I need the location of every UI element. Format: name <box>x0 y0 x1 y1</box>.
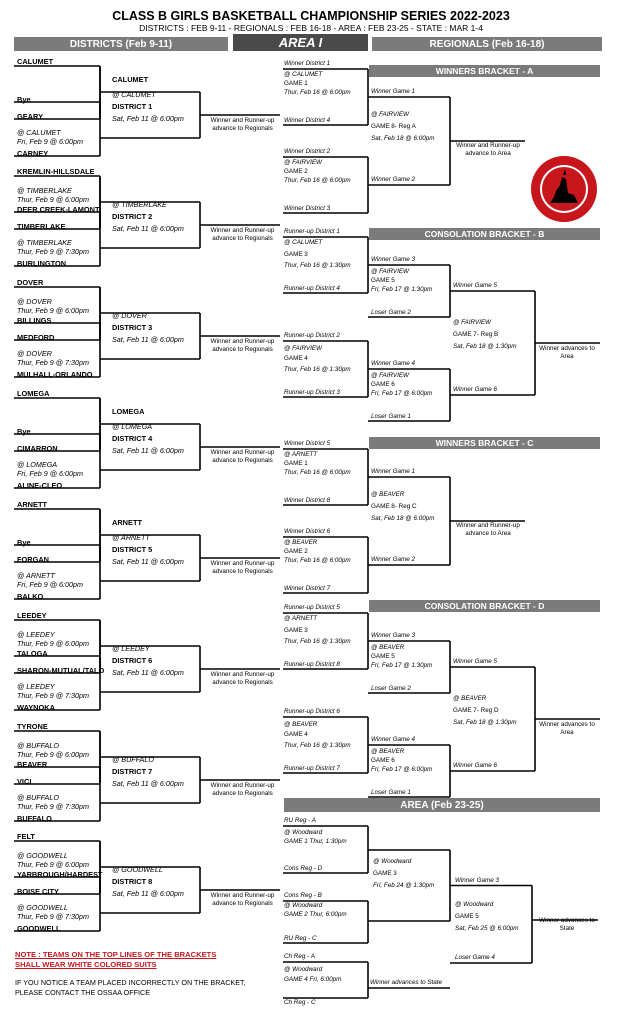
district-team: SHARON-MUTUAL/TALO <box>17 666 105 675</box>
district-site: @ LEEDEY <box>17 630 55 639</box>
district-site: @ TIMBERLAKE <box>17 238 72 247</box>
district-final-date: Sat, Feb 11 @ 6:00pm <box>112 668 184 677</box>
reg-site: @ ARNETT <box>284 451 318 458</box>
area-game: GAME 5 <box>455 912 479 920</box>
reg-slot: Winner Game 2 <box>371 556 416 563</box>
district-final-site: @ TIMBERLAKE <box>112 200 167 209</box>
reg-date: Sat, Feb 18 @ 1:30pm <box>453 719 517 726</box>
reg-slot: Runner-up District 3 <box>284 389 340 396</box>
note-line-1: NOTE : TEAMS ON THE TOP LINES OF THE BRACKETS <box>15 950 217 959</box>
area-slot: Loser Game 4 <box>455 954 495 961</box>
district-final-site: @ ARNETT <box>112 533 150 542</box>
district-advance: Winner and Runner-up advance to Regionals <box>210 227 275 242</box>
area-slot: Cons Reg - D <box>284 865 323 872</box>
district-site: @ LEEDEY <box>17 682 55 691</box>
reg-slot: Winner District 8 <box>284 497 331 504</box>
reg-site: @ CALUMET <box>284 71 323 78</box>
district-advance: Winner and Runner-up advance to Regionals <box>210 338 275 353</box>
reg-site: @ CALUMET <box>284 239 323 246</box>
district-name: DISTRICT 3 <box>112 323 153 332</box>
reg-game: GAME 5 <box>371 277 395 284</box>
district-final-team: CALUMET <box>112 75 149 84</box>
district-site: @ BUFFALO <box>17 793 59 802</box>
consolation-bracket-d-label: CONSOLATION BRACKET - D <box>424 601 545 611</box>
reg-site: @ FAIRVIEW <box>284 345 322 352</box>
district-team: BUFFALO <box>17 814 52 823</box>
reg-date: Thur, Feb 16 @ 1:30pm <box>284 366 351 373</box>
district-site: @ GOODWELL <box>17 903 68 912</box>
district-date: Thur, Feb 9 @ 6:00pm <box>17 195 90 204</box>
reg-date: Sat, Feb 18 @ 1:30pm <box>453 343 517 350</box>
district-date: Fri, Feb 9 @ 6:00pm <box>17 580 84 589</box>
district-date: Fri, Feb 9 @ 6:00pm <box>17 137 84 146</box>
area-slot: Cons Reg - B <box>284 892 322 899</box>
district-date: Thur, Feb 9 @ 7:30pm <box>17 912 90 921</box>
district-bye: Bye <box>17 538 31 547</box>
area-slot: RU Reg - C <box>284 935 317 942</box>
district-team: MULHALL-ORLANDO <box>17 370 93 379</box>
reg-slot: Loser Game 1 <box>371 789 411 796</box>
district-bye: Bye <box>17 95 31 104</box>
district-team: CARNEY <box>17 149 49 158</box>
reg-slot: Winner Game 5 <box>453 282 498 289</box>
district-final-site: @ LOMEGA <box>112 422 153 431</box>
district-team-top: KREMLIN-HILLSDALE <box>17 167 95 176</box>
district-final-site: @ LEEDEY <box>112 644 150 653</box>
regionals-bar-label: REGIONALS (Feb 16-18) <box>429 39 545 50</box>
reg-advance: Winner advances to Area <box>539 721 595 736</box>
reg-slot: Runner-up District 2 <box>284 332 340 339</box>
reg-slot: Runner-up District 7 <box>284 765 340 772</box>
district-final-date: Sat, Feb 11 @ 6:00pm <box>112 335 184 344</box>
reg-date: Thur, Feb 16 @ 6:00pm <box>284 557 351 564</box>
district-team: GOODWELL <box>17 924 61 933</box>
reg-slot: Loser Game 2 <box>371 309 411 316</box>
page-title: CLASS B GIRLS BASKETBALL CHAMPIONSHIP SERIES 2022-2023 <box>112 9 510 23</box>
area-date: Sat, Feb 25 @ 6:00pm <box>455 924 519 932</box>
reg-slot: Runner-up District 8 <box>284 661 340 668</box>
reg-site: @ FAIRVIEW <box>284 159 322 166</box>
district-team-top: LEEDEY <box>17 611 47 620</box>
reg-date: Fri, Feb 17 @ 6:00pm <box>371 390 433 397</box>
district-team: GEARY <box>17 112 44 121</box>
reg-date: Fri, Feb 17 @ 1:30pm <box>371 286 433 293</box>
area-slot: Ch Reg - A <box>284 953 315 960</box>
area-site: @ Woodward <box>284 829 323 836</box>
district-date: Thur, Feb 9 @ 7:30pm <box>17 802 90 811</box>
reg-slot: Winner Game 1 <box>371 468 416 475</box>
reg-game: GAME 8- Reg A <box>371 123 416 130</box>
reg-slot: Loser Game 2 <box>371 685 411 692</box>
reg-slot: Winner District 7 <box>284 585 331 592</box>
reg-slot: Winner Game 6 <box>453 762 498 769</box>
area-date: GAME 1 Thur, 1:30pm <box>284 838 347 845</box>
reg-slot: Winner Game 6 <box>453 386 498 393</box>
district-team-top: DOVER <box>17 278 44 287</box>
district-final-site: @ GOODWELL <box>112 865 163 874</box>
district-team: TIMBERLAKE <box>17 222 66 231</box>
reg-date: Sat, Feb 18 @ 6:00pm <box>371 135 435 142</box>
reg-site: @ BEAVER <box>453 695 487 702</box>
district-advance: Winner and Runner-up advance to Regionals <box>210 117 275 132</box>
area-advance: Winner advances to State <box>370 979 443 986</box>
reg-site: @ FAIRVIEW <box>453 319 491 326</box>
reg-site: @ BEAVER <box>371 644 405 651</box>
district-advance: Winner and Runner-up advance to Regionals <box>210 560 275 575</box>
district-team: CIMARRON <box>17 444 58 453</box>
reg-advance: Winner and Runner-up advance to Area <box>456 522 520 537</box>
area-site: @ Woodward <box>455 900 494 908</box>
district-final-team: ARNETT <box>112 518 142 527</box>
reg-date: Thur, Feb 16 @ 1:30pm <box>284 742 351 749</box>
reg-slot: Winner Game 5 <box>453 658 498 665</box>
district-team: YARBROUGH/HARDEST <box>17 870 103 879</box>
district-final-site: @ BUFFALO <box>112 755 154 764</box>
reg-slot: Winner Game 2 <box>371 176 416 183</box>
district-final-date: Sat, Feb 11 @ 6:00pm <box>112 779 184 788</box>
district-name: DISTRICT 4 <box>112 434 153 443</box>
reg-date: Thur, Feb 16 @ 1:30pm <box>284 262 351 269</box>
contact-line-1: IF YOU NOTICE A TEAM PLACED INCORRECTLY ON THE BRACKET, <box>15 978 246 987</box>
district-team: BURLINGTON <box>17 259 67 268</box>
district-advance: Winner and Runner-up advance to Regionals <box>210 449 275 464</box>
reg-date: Thur, Feb 16 @ 6:00pm <box>284 469 351 476</box>
district-site: @ ARNETT <box>17 571 55 580</box>
consolation-bracket-b-label: CONSOLATION BRACKET - B <box>424 229 545 239</box>
reg-site: @ BEAVER <box>284 539 318 546</box>
page-subtitle: DISTRICTS : FEB 9-11 - REGIONALS : FEB 16-18 - AREA : FEB 23-25 - STATE : MAR 1-4 <box>139 23 483 33</box>
note-line-2: SHALL WEAR WHITE COLORED SUITS <box>15 960 157 969</box>
reg-game: GAME 2 <box>284 168 308 175</box>
district-team-top: ARNETT <box>17 500 47 509</box>
district-site: @ TIMBERLAKE <box>17 186 72 195</box>
reg-slot: Runner-up District 4 <box>284 285 340 292</box>
reg-site: @ FAIRVIEW <box>371 111 409 118</box>
district-team-top: FELT <box>17 832 35 841</box>
district-site: @ DOVER <box>17 349 52 358</box>
reg-date: Sat, Feb 18 @ 6:00pm <box>371 515 435 522</box>
area-advance: Winner advances to State <box>539 917 595 932</box>
district-team: BOISE CITY <box>17 887 59 896</box>
reg-slot: Winner Game 4 <box>371 736 416 743</box>
reg-site: @ BEAVER <box>371 491 405 498</box>
reg-game: GAME 4 <box>284 355 308 362</box>
reg-site: @ ARNETT <box>284 615 318 622</box>
winners-bracket-a-label: WINNERS BRACKET - A <box>435 66 534 76</box>
district-final-date: Sat, Feb 11 @ 6:00pm <box>112 446 184 455</box>
district-date: Thur, Feb 9 @ 7:30pm <box>17 358 90 367</box>
reg-game: GAME 3 <box>284 251 308 258</box>
reg-slot: Winner District 4 <box>284 117 331 124</box>
area-slot: RU Reg - A <box>284 817 316 824</box>
reg-slot: Runner-up District 6 <box>284 708 340 715</box>
district-date: Thur, Feb 9 @ 6:00pm <box>17 750 90 759</box>
reg-game: GAME 6 <box>371 757 395 764</box>
reg-slot: Winner District 3 <box>284 205 331 212</box>
district-team: BILLINGS <box>17 316 52 325</box>
district-advance: Winner and Runner-up advance to Regionals <box>210 782 275 797</box>
district-name: DISTRICT 1 <box>112 102 153 111</box>
area-date: GAME 2 Thur, 6:00pm <box>284 911 347 918</box>
reg-advance: Winner advances to Area <box>539 345 595 360</box>
area-game: GAME 3 <box>373 870 397 877</box>
reg-date: Thur, Feb 16 @ 6:00pm <box>284 89 351 96</box>
district-site: @ BUFFALO <box>17 741 59 750</box>
district-final-site: @ DOVER <box>112 311 147 320</box>
reg-slot: Runner-up District 5 <box>284 604 340 611</box>
reg-game: GAME 7- Reg D <box>453 707 499 714</box>
district-final-date: Sat, Feb 11 @ 6:00pm <box>112 889 184 898</box>
reg-site: @ BEAVER <box>371 748 405 755</box>
area-site: @ Woodward <box>284 966 323 973</box>
area-site: @ Woodward <box>373 858 412 865</box>
reg-slot: Winner District 5 <box>284 440 331 447</box>
district-advance: Winner and Runner-up advance to Regionals <box>210 892 275 907</box>
reg-slot: Winner Game 4 <box>371 360 416 367</box>
district-team: MEDFORD <box>17 333 55 342</box>
reg-slot: Winner District 2 <box>284 148 331 155</box>
contact-line-2: PLEASE CONTACT THE OSSAA OFFICE <box>15 988 150 997</box>
district-final-site: @ CALUMET <box>112 90 156 99</box>
district-name: DISTRICT 6 <box>112 656 153 665</box>
reg-date: Thur, Feb 16 @ 6:00pm <box>284 177 351 184</box>
district-name: DISTRICT 8 <box>112 877 153 886</box>
area-date: GAME 4 Fri, 6:00pm <box>284 976 342 983</box>
districts-bar-label: DISTRICTS (Feb 9-11) <box>69 39 173 50</box>
district-team: TALOGA <box>17 649 48 658</box>
district-team-top: LOMEGA <box>17 389 50 398</box>
district-team-top: TYRONE <box>17 722 48 731</box>
district-site: @ GOODWELL <box>17 851 68 860</box>
reg-slot: Winner District 1 <box>284 60 331 67</box>
district-team: DEER CREEK-LAMONT <box>17 205 100 214</box>
district-team: BEAVER <box>17 760 48 769</box>
reg-site: @ FAIRVIEW <box>371 372 409 379</box>
reg-slot: Loser Game 1 <box>371 413 411 420</box>
district-bye: Bye <box>17 427 31 436</box>
district-final-date: Sat, Feb 11 @ 6:00pm <box>112 557 184 566</box>
reg-game: GAME 6 <box>371 381 395 388</box>
reg-slot: Winner Game 3 <box>371 632 416 639</box>
reg-game: GAME 7- Reg B <box>453 331 499 338</box>
district-site: @ LOMEGA <box>17 460 58 469</box>
winners-bracket-c-label: WINNERS BRACKET - C <box>435 438 534 448</box>
district-name: DISTRICT 2 <box>112 212 153 221</box>
area-site: @ Woodward <box>284 902 323 909</box>
reg-game: GAME 5 <box>371 653 395 660</box>
reg-game: GAME 1 <box>284 460 308 467</box>
district-date: Thur, Feb 9 @ 6:00pm <box>17 639 90 648</box>
district-final-date: Sat, Feb 11 @ 6:00pm <box>112 224 184 233</box>
district-team-top: CALUMET <box>17 57 54 66</box>
district-team: ALINE-CLEO <box>17 481 63 490</box>
district-name: DISTRICT 7 <box>112 767 153 776</box>
reg-date: Fri, Feb 17 @ 1:30pm <box>371 662 433 669</box>
district-date: Thur, Feb 9 @ 6:00pm <box>17 860 90 869</box>
district-team: WAYNOKA <box>17 703 55 712</box>
reg-slot: Winner Game 3 <box>371 256 416 263</box>
reg-advance: Winner and Runner-up advance to Area <box>456 142 520 157</box>
reg-slot: Winner Game 1 <box>371 88 416 95</box>
area-slot: Ch Reg - C <box>284 999 316 1006</box>
district-team: VICI <box>17 777 32 786</box>
reg-game: GAME 3 <box>284 627 308 634</box>
district-final-team: LOMEGA <box>112 407 145 416</box>
reg-date: Fri, Feb 17 @ 6:00pm <box>371 766 433 773</box>
reg-game: GAME 8- Reg C <box>371 503 417 510</box>
reg-game: GAME 1 <box>284 80 308 87</box>
district-final-date: Sat, Feb 11 @ 6:00pm <box>112 114 184 123</box>
area-slot: Winner Game 3 <box>455 876 500 884</box>
district-team: FORGAN <box>17 555 50 564</box>
area-bar-label: AREA I <box>278 35 323 50</box>
district-name: DISTRICT 5 <box>112 545 153 554</box>
ossaa-seal <box>530 155 598 223</box>
reg-game: GAME 2 <box>284 548 308 555</box>
district-advance: Winner and Runner-up advance to Regionals <box>210 671 275 686</box>
reg-slot: Runner-up District 1 <box>284 228 340 235</box>
reg-site: @ BEAVER <box>284 721 318 728</box>
district-site: @ DOVER <box>17 297 52 306</box>
area-round-label: AREA (Feb 23-25) <box>400 800 484 811</box>
district-date: Fri, Feb 9 @ 6:00pm <box>17 469 84 478</box>
district-date: Thur, Feb 9 @ 7:30pm <box>17 247 90 256</box>
district-site: @ CALUMET <box>17 128 61 137</box>
area-date: Fri, Feb 24 @ 1:30pm <box>373 882 435 889</box>
reg-game: GAME 4 <box>284 731 308 738</box>
reg-slot: Winner District 6 <box>284 528 331 535</box>
reg-site: @ FAIRVIEW <box>371 268 409 275</box>
reg-date: Thur, Feb 16 @ 1:30pm <box>284 638 351 645</box>
district-date: Thur, Feb 9 @ 6:00pm <box>17 306 90 315</box>
district-team: BALKO <box>17 592 44 601</box>
district-date: Thur, Feb 9 @ 7:30pm <box>17 691 90 700</box>
